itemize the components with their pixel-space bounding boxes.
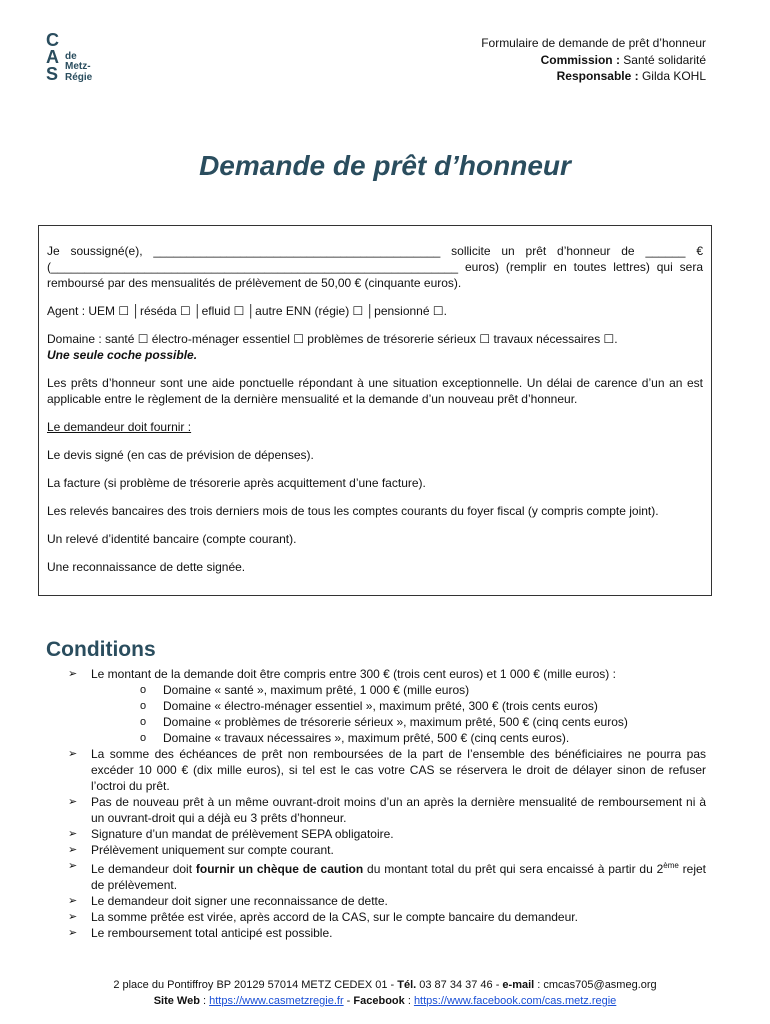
condition-item bbox=[66, 666, 706, 746]
commission-value: Santé solidarité bbox=[619, 52, 706, 67]
single-check-note: Une seule coche possible. bbox=[47, 348, 198, 362]
condition-item: ➢ Le demandeur doit signer une reconnaissance de dette. bbox=[66, 893, 706, 909]
footer-sep: : bbox=[199, 995, 210, 1007]
domain-limit-item: o Domaine « travaux nécessaires », maximum prêté, 500 € (cinq cents euros). bbox=[138, 730, 706, 746]
condition-item: ➢ Signature d’un mandat de prélèvement SEPA obligatoire. bbox=[66, 826, 706, 842]
required-doc-devis: Le devis signé (en cas de prévision de dépenses). bbox=[47, 448, 314, 462]
logo-letter-c: C bbox=[46, 30, 59, 50]
logo-line-metz: Metz- bbox=[65, 61, 91, 72]
document-header bbox=[481, 35, 706, 85]
required-docs-heading: Le demandeur doit fournir : bbox=[47, 420, 192, 434]
domaine-choice[interactable] bbox=[47, 331, 703, 363]
request-form-box bbox=[38, 225, 712, 596]
footer-tel-label: Tél. bbox=[397, 979, 417, 991]
responsable-line bbox=[481, 68, 706, 85]
responsable-value: Gilda KOHL bbox=[638, 69, 706, 83]
required-doc-reconnaissance: Une reconnaissance de dette signée. bbox=[47, 560, 246, 574]
required-doc-releves: Les relevés bancaires des trois derniers mois de tous les comptes courants du foyer fiscal (y compris compte joint). bbox=[47, 504, 659, 518]
logo-letter-s: S bbox=[46, 64, 59, 82]
form-title: Formulaire de demande de prêt d’honneur bbox=[481, 36, 706, 50]
c6-sup: ème bbox=[663, 861, 679, 870]
logo-line-de: de bbox=[65, 51, 77, 62]
footer-facebook-label: Facebook bbox=[353, 995, 405, 1007]
required-doc-facture: La facture (si problème de trésorerie après acquittement d’une facture). bbox=[47, 476, 426, 490]
domain-limits-list bbox=[91, 682, 706, 746]
c6-part: rejet de prélèvement. bbox=[91, 862, 707, 892]
conditions-heading: Conditions bbox=[46, 638, 156, 661]
conditions-list bbox=[66, 666, 706, 941]
domain-limit-item: o Domaine « problèmes de trésorerie sérieux », maximum prêté, 500 € (cinq cents euros) bbox=[138, 714, 706, 730]
request-statement[interactable]: Je soussigné(e), ___________________________________________ sollicite un prêt d’honneur de ______ € (_____________________________________________________________ euros) (remplir en toutes lettres) qui sera remboursé par des mensualités de prélèvement de 50,00 € (cinquante euros). bbox=[47, 244, 703, 290]
condition-item: ➢ La somme prêtée est virée, après accord de la CAS, sur le compte bancaire du demandeur. bbox=[66, 909, 706, 925]
page-footer bbox=[0, 977, 770, 1009]
commission-line bbox=[481, 52, 706, 69]
footer-tel: 03 87 34 37 46 - bbox=[416, 979, 503, 991]
facebook-link[interactable]: https://www.facebook.com/cas.metz.regie bbox=[413, 995, 617, 1007]
footer-sep: - bbox=[343, 995, 354, 1007]
commission-label: Commission : bbox=[540, 52, 620, 67]
condition-item: ➢ Pas de nouveau prêt à un même ouvrant-droit moins d’un an après la dernière mensualité de remboursement ni à un ouvrant-droit qui a déjà eu 3 prêts d’honneur. bbox=[66, 794, 706, 826]
footer-contact-line bbox=[0, 977, 770, 993]
logo-line-regie: Régie bbox=[65, 72, 93, 82]
domain-limit-item: o Domaine « santé », maximum prêté, 1 000 € (mille euros) bbox=[138, 682, 706, 698]
condition-item: ➢ La somme des échéances de prêt non remboursées de la part de l’ensemble des bénéficiaires ne pourra pas excéder 10 000 € (dix mille euros), si tel est le cas votre CAS se réservera le droit de délayer sinon de refuser l’octroi du prêt. bbox=[66, 746, 706, 794]
footer-sep: : bbox=[404, 995, 414, 1007]
footer-links-line bbox=[0, 993, 770, 1009]
c6-bold: fournir un chèque de caution bbox=[195, 862, 364, 876]
condition-item: ➢ Le remboursement total anticipé est possible. bbox=[66, 925, 706, 941]
c6-part: du montant total du prêt qui sera encaissé à partir du 2 bbox=[363, 862, 664, 876]
info-paragraph: Les prêts d’honneur sont une aide ponctuelle répondant à une situation exceptionnelle. Un délai de carence d’un an est applicable entre le règlement de la dernière mensualité et la demande d’un nouveau prêt d’honneur. bbox=[47, 376, 703, 406]
agent-choice[interactable]: Agent : UEM ☐ │réséda ☐ │efluid ☐ │autre ENN (régie) ☐ │pensionné ☐. bbox=[47, 304, 447, 318]
domaine-options[interactable]: Domaine : santé ☐ électro-ménager essentiel ☐ problèmes de trésorerie sérieux ☐ travaux nécessaires ☐. bbox=[47, 332, 618, 346]
footer-email-label: e-mail bbox=[502, 979, 535, 991]
footer-site-label: Site Web bbox=[153, 995, 200, 1007]
c6-part: Le demandeur doit bbox=[91, 862, 196, 876]
footer-address: 2 place du Pontiffroy BP 20129 57014 METZ CEDEX 01 - bbox=[113, 979, 398, 991]
domain-limit-item: o Domaine « électro-ménager essentiel », maximum prêté, 300 € (trois cents euros) bbox=[138, 698, 706, 714]
footer-email: : cmcas705@asmeg.org bbox=[534, 979, 657, 991]
condition-amount: Le montant de la demande doit être compris entre 300 € (trois cent euros) et 1 000 € (mille euros) : bbox=[91, 667, 616, 681]
page-title: Demande de prêt d’honneur bbox=[199, 150, 571, 181]
responsable-label: Responsable : bbox=[556, 69, 639, 83]
cas-logo bbox=[44, 30, 104, 82]
condition-item: ➢ Prélèvement uniquement sur compte courant. bbox=[66, 842, 706, 858]
required-doc-rib: Un relevé d’identité bancaire (compte courant). bbox=[47, 532, 297, 546]
condition-item bbox=[66, 858, 706, 893]
logo-letter-a: A bbox=[46, 47, 59, 67]
website-link[interactable]: https://www.casmetzregie.fr bbox=[209, 995, 344, 1007]
